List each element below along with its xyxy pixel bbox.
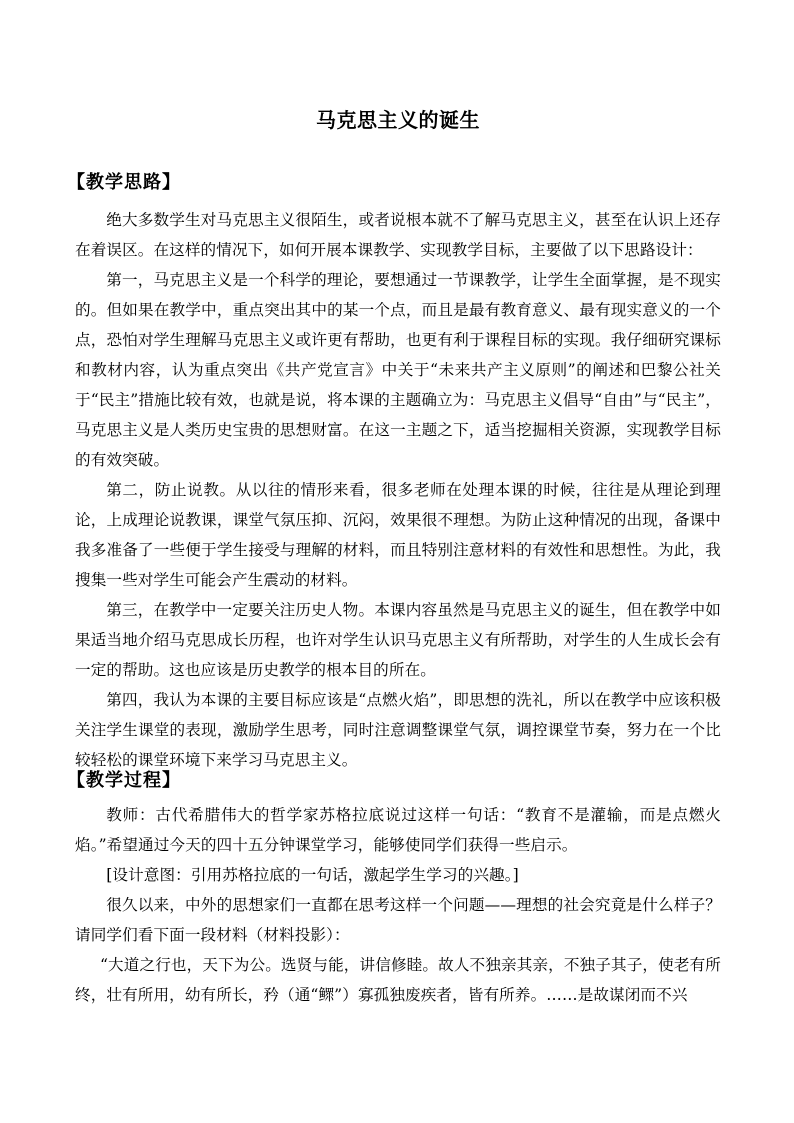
quote-paragraph: “大道之行也，天下为公。选贤与能，讲信修睦。故人不独亲其亲，不独子其子，使老有所终，壮有所用，幼有所长，矜（通“鳏”）寡孤独废疾者，皆有所养。……是故谋闭而不兴 <box>75 956 721 1004</box>
paragraph: 绝大多数学生对马克思主义很陌生，或者说根本就不了解马克思主义，甚至在认识上还存在着误区。在这样的情况下，如何开展本课教学、实现教学目标，主要做了以下思路设计： <box>75 211 721 259</box>
section-heading-teaching-process: 【教学过程】 <box>67 770 181 791</box>
paragraph: 第四，我认为本课的主要目标应该是“点燃火焰”，即思想的洗礼，所以在教学中应该积极关注学生课堂的表现，激励学生思考，同时注意调整课堂气氛，调控课堂节奏，努力在一个比较轻松的课堂环境下来学习马克思主义。 <box>75 691 721 769</box>
paragraph: [设计意图：引用苏格拉底的一句话，激起学生学习的兴趣。] <box>106 866 519 884</box>
paragraph: 教师：古代希腊伟大的哲学家苏格拉底说过这样一句话：“教育不是灌输，而是点燃火焰。”希望通过今天的四十五分钟课堂学习，能够使同学们获得一些启示。 <box>75 806 721 854</box>
paragraph: 第一，马克思主义是一个科学的理论，要想通过一节课教学，让学生全面掌握，是不现实的。但如果在教学中，重点突出其中的某一个点，而且是最有教育意义、最有现实意义的一个点，恐怕对学生理解马克思主义或许更有帮助，也更有利于课程目标的实现。我仔细研究课标和教材内容，认为重点突出《共产党宣言》中关于“未来共产主义原则”的阐述和巴黎公社关于“民主”措施比较有效，也就是说，将本课的主题确立为：马克思主义倡导“自由”与“民主”，马克思主义是人类历史宝贵的思想财富。在这一主题之下，适当挖掘相关资源，实现教学目标的有效突破。 <box>75 271 721 469</box>
paragraph: 很久以来，中外的思想家们一直都在思考这样一个问题——理想的社会究竟是什么样子？请同学们看下面一段材料（材料投影）： <box>75 896 721 944</box>
paragraph: 第三，在教学中一定要关注历史人物。本课内容虽然是马克思主义的诞生，但在教学中如果适当地介绍马克思成长历程，也许对学生认识马克思主义有所帮助，对学生的人生成长会有一定的帮助。这也应该是历史教学的根本目的所在。 <box>75 601 721 679</box>
document-title: 马克思主义的诞生 <box>316 108 480 132</box>
section-body-teaching-process <box>75 800 721 1010</box>
paragraph: 第二，防止说教。从以往的情形来看，很多老师在处理本课的时候，往往是从理论到理论，上成理论说教课，课堂气氛压抑、沉闷，效果很不理想。为防止这种情况的出现，备课中我多准备了一些便于学生接受与理解的材料，而且特别注意材料的有效性和思想性。为此，我搜集一些对学生可能会产生震动的材料。 <box>75 481 721 589</box>
section-body-teaching-approach <box>75 205 721 775</box>
section-heading-teaching-approach: 【教学思路】 <box>67 172 181 193</box>
